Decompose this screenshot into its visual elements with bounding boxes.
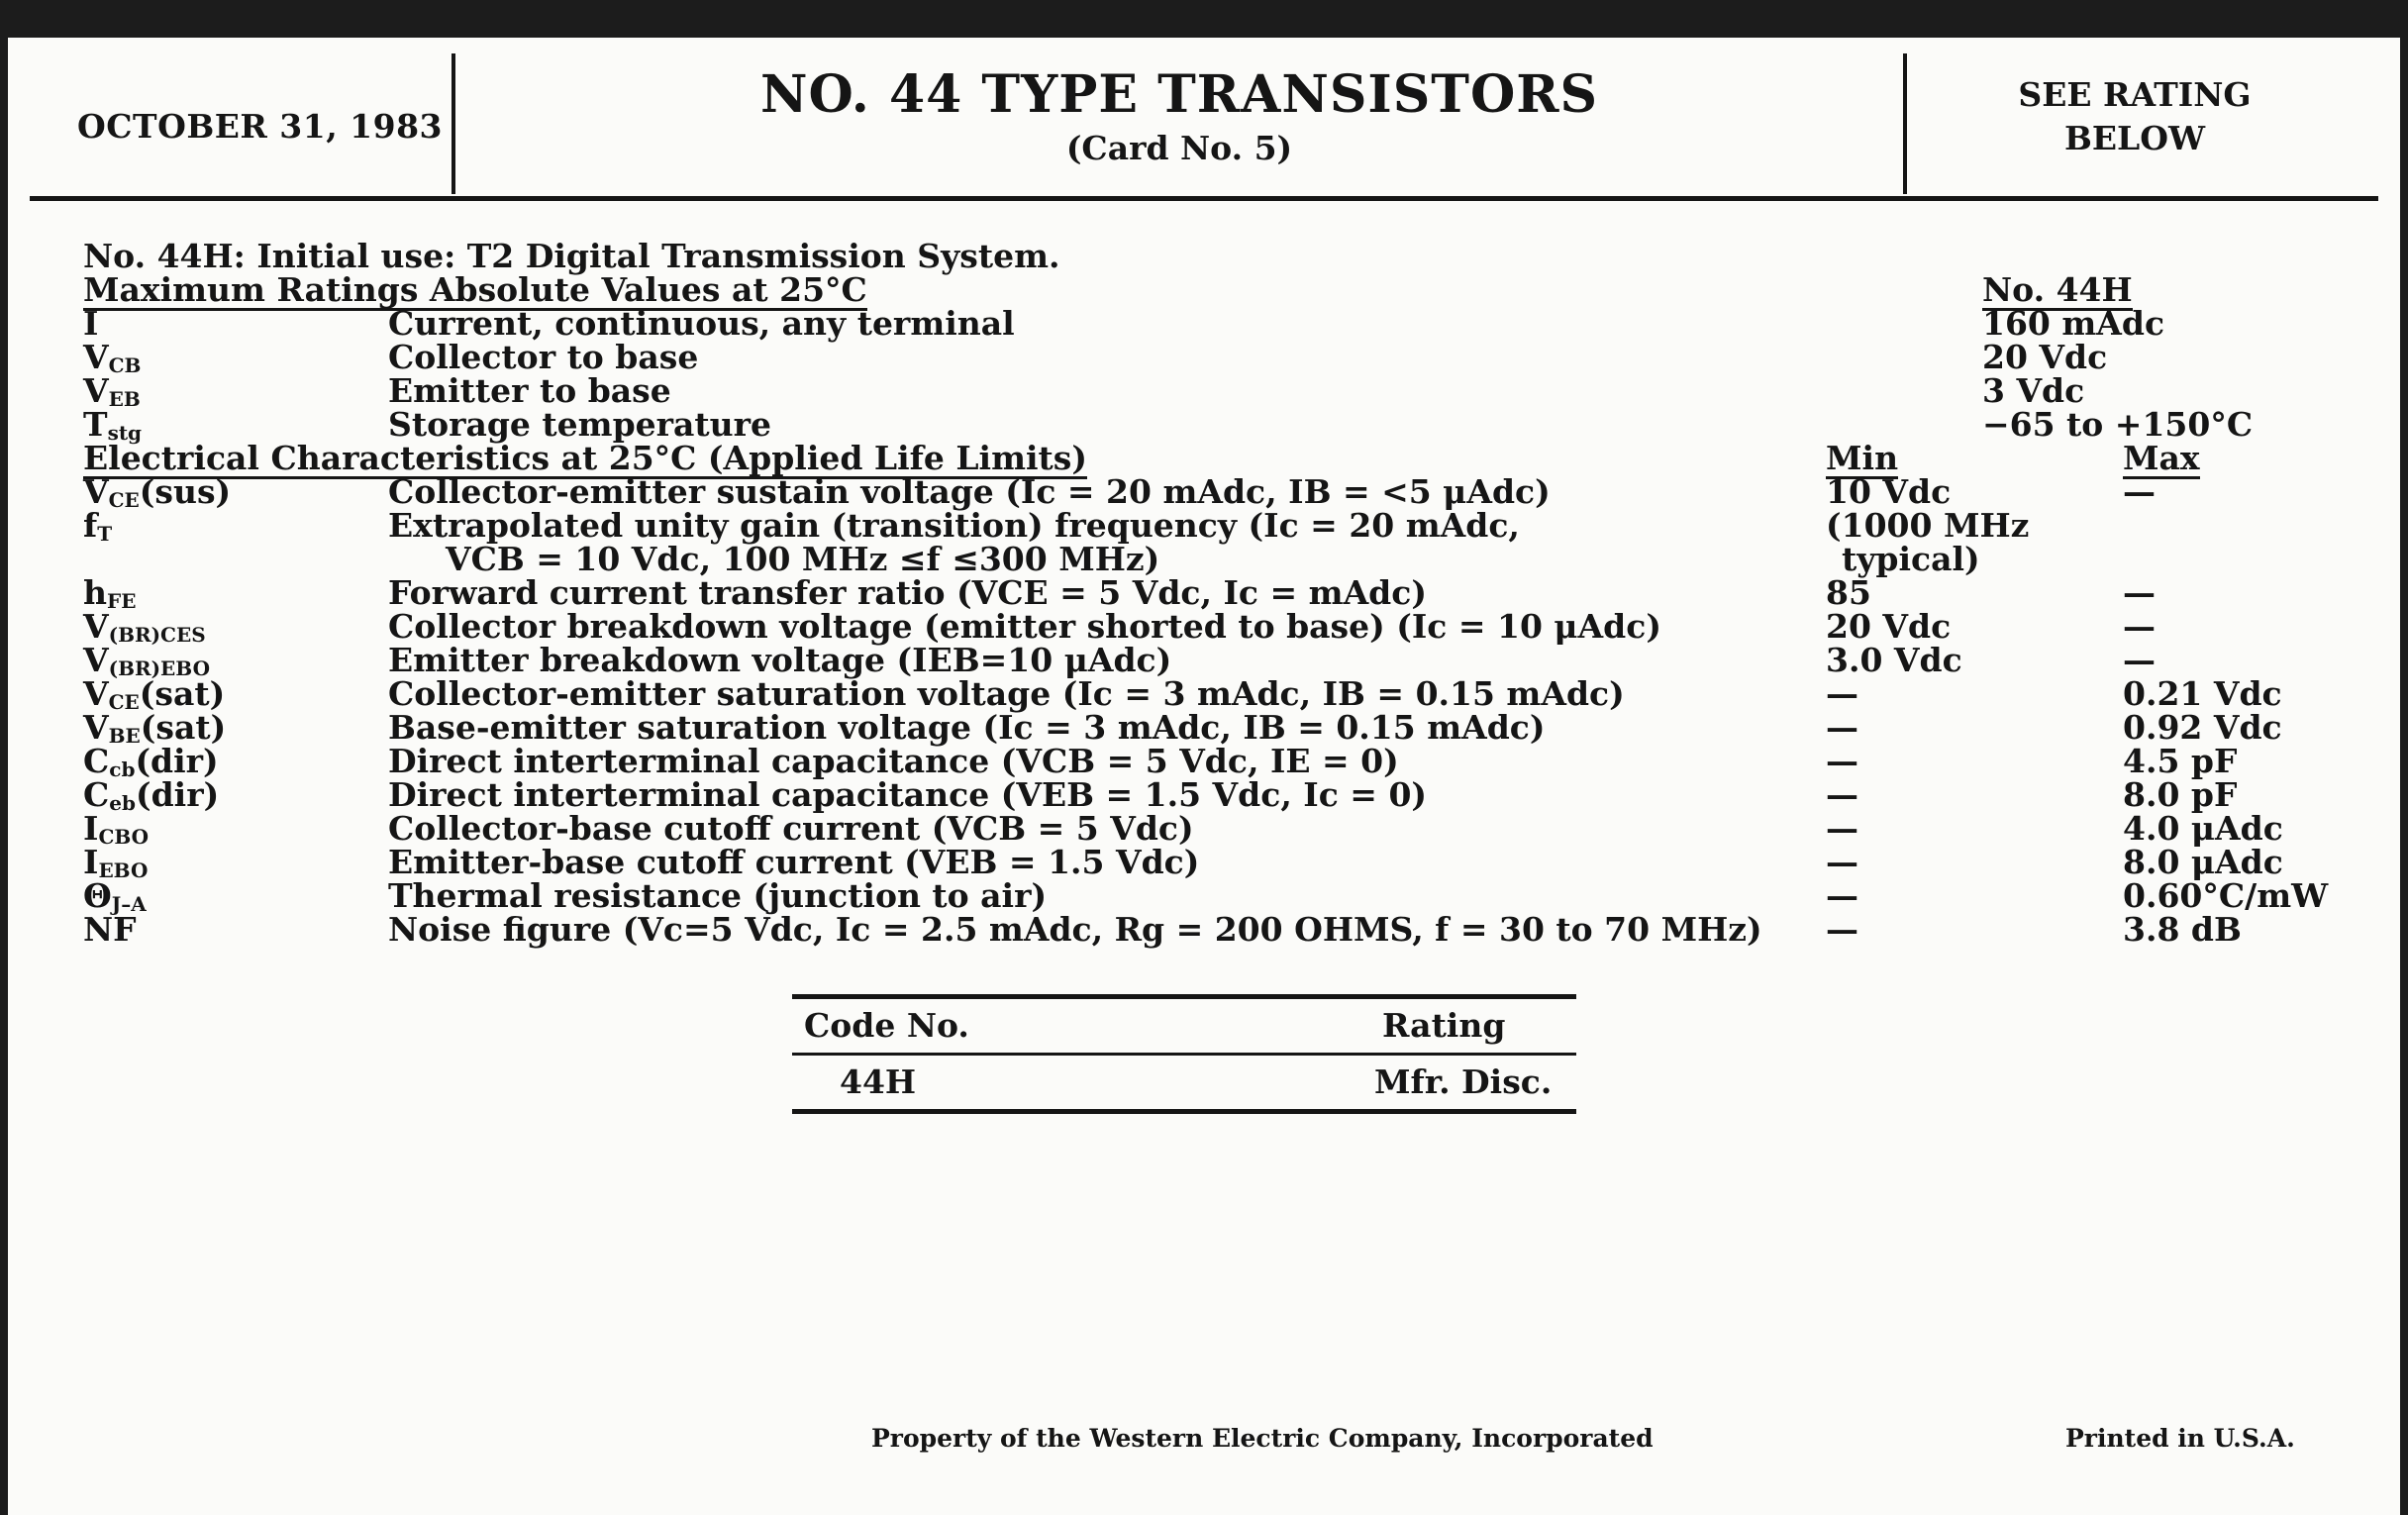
- table-bottom-rule: [792, 1109, 1576, 1114]
- param-symbol: $C_{cb}(dir)$: [83, 742, 219, 781]
- rating-note: [1907, 73, 2362, 160]
- rating-value: 3 Vdc: [1982, 371, 2085, 410]
- card-header: [8, 38, 2400, 198]
- param-min: —: [1826, 742, 1858, 780]
- param-description-continued: VCB = 10 Vdc, 100 MHz ≤f ≤300 MHz): [446, 540, 1160, 578]
- header-title-block: [455, 63, 1903, 170]
- max-ratings-column-heading: No. 44H: [1982, 270, 2133, 309]
- param-symbol: $V_{CE}(sat)$: [83, 674, 226, 714]
- header-rule: [30, 196, 2378, 201]
- param-description: Collector breakdown voltage (emitter shorted to base) (Ic = 10 μAdc): [388, 607, 1661, 646]
- param-min: —: [1826, 775, 1858, 814]
- rating-symbol: $T_{stg}$: [83, 405, 143, 445]
- param-description: Direct interterminal capacitance (VEB = 1.5 Vdc, Ic = 0): [388, 775, 1428, 814]
- rating-description: Current, continuous, any terminal: [388, 304, 1015, 343]
- param-symbol: $V_{CE}(sus)$: [83, 472, 232, 512]
- spec-card: [8, 38, 2400, 1515]
- param-description: Collector-emitter saturation voltage (Ic = 3 mAdc, IB = 0.15 mAdc): [388, 674, 1625, 713]
- param-min: 20 Vdc: [1826, 607, 1952, 646]
- param-description: Emitter breakdown voltage (IEB=10 μAdc): [388, 641, 1172, 679]
- code-rating-table: [792, 994, 1576, 1114]
- param-symbol: $f_T$: [83, 506, 113, 546]
- param-description: Direct interterminal capacitance (VCB = 5 Vdc, IE = 0): [388, 742, 1399, 780]
- property-notice: Property of the Western Electric Company, Incorporated: [871, 1424, 1654, 1453]
- rating-value: −65 to +150°C: [1982, 405, 2254, 444]
- param-symbol: $V_{(BR)EBO}$: [83, 641, 211, 680]
- param-symbol: $C_{eb}(dir)$: [83, 775, 220, 815]
- intro-line: [83, 237, 1060, 275]
- param-max: 0.92 Vdc: [2123, 708, 2282, 747]
- code-column-header: Code No.: [804, 1006, 969, 1045]
- printed-in-notice: Printed in U.S.A.: [2065, 1424, 2295, 1453]
- param-min: —: [1826, 876, 1858, 915]
- rating-symbol: I: [83, 304, 99, 343]
- param-min-continued: typical): [1842, 540, 1980, 578]
- rating-value: 160 mAdc: [1982, 304, 2165, 343]
- rating-cell: Mfr. Disc.: [1374, 1062, 1553, 1101]
- param-min: 10 Vdc: [1826, 472, 1952, 511]
- table-row: [792, 1056, 1576, 1109]
- param-max: 0.60°C/mW: [2123, 876, 2329, 915]
- electrical-heading: Electrical Characteristics at 25°C (Applied Life Limits): [83, 439, 1087, 477]
- param-description: Collector-emitter sustain voltage (Ic = 20 mAdc, IB = <5 μAdc): [388, 472, 1551, 511]
- param-description: Forward current transfer ratio (VCE = 5 Vdc, Ic = mAdc): [388, 573, 1427, 612]
- param-description: Collector-base cutoff current (VCB = 5 Vdc): [388, 809, 1194, 848]
- param-symbol: $V_{BE}(sat)$: [83, 708, 227, 748]
- rating-description: Storage temperature: [388, 405, 772, 444]
- card-number: (Card No. 5): [1065, 129, 1293, 167]
- rating-symbol: $V_{CB}$: [83, 338, 142, 377]
- rating-column-header: Rating: [1382, 1006, 1506, 1045]
- rating-note-line-1: SEE RATING: [2018, 75, 2252, 114]
- param-max: 0.21 Vdc: [2123, 674, 2282, 713]
- max-ratings-heading: Maximum Ratings Absolute Values at 25°C: [83, 270, 867, 309]
- param-min: 85: [1826, 573, 1871, 612]
- param-max: —: [2123, 573, 2156, 612]
- param-description: Thermal resistance (junction to air): [388, 876, 1048, 915]
- min-column-heading: Min: [1826, 439, 1899, 477]
- issue-date: OCTOBER 31, 1983: [77, 107, 444, 146]
- param-min: —: [1826, 843, 1858, 881]
- param-symbol: $\Theta_{J-A}$: [83, 876, 147, 916]
- rating-symbol: $V_{EB}$: [83, 371, 141, 411]
- rating-note-line-2: BELOW: [2063, 119, 2206, 157]
- rating-description: Collector to base: [388, 338, 699, 376]
- param-max: 8.0 pF: [2123, 775, 2238, 814]
- param-max: —: [2123, 607, 2156, 646]
- intro-text: No. 44H: Initial use: T2 Digital Transmission System.: [83, 237, 1060, 275]
- param-min: —: [1826, 809, 1858, 848]
- param-description: Extrapolated unity gain (transition) frequency (Ic = 20 mAdc,: [388, 506, 1520, 545]
- param-symbol: $I_{EBO}$: [83, 843, 149, 882]
- param-max: 3.8 dB: [2123, 910, 2242, 949]
- param-symbol: $h_{FE}$: [83, 573, 137, 613]
- max-column-heading: Max: [2123, 439, 2200, 477]
- table-header-row: [792, 999, 1576, 1053]
- param-min: —: [1826, 910, 1858, 949]
- param-min: 3.0 Vdc: [1826, 641, 1962, 679]
- param-description: Base-emitter saturation voltage (Ic = 3 mAdc, IB = 0.15 mAdc): [388, 708, 1546, 747]
- rating-value: 20 Vdc: [1982, 338, 2108, 376]
- param-symbol: $I_{CBO}$: [83, 809, 150, 849]
- param-max: —: [2123, 472, 2156, 511]
- param-description: Emitter-base cutoff current (VEB = 1.5 Vdc): [388, 843, 1200, 881]
- param-max: 8.0 μAdc: [2123, 843, 2283, 881]
- param-min: —: [1826, 708, 1858, 747]
- rating-description: Emitter to base: [388, 371, 671, 410]
- param-min: (1000 MHz: [1826, 506, 2030, 545]
- param-max: 4.5 pF: [2123, 742, 2238, 780]
- param-max: 4.0 μAdc: [2123, 809, 2283, 848]
- param-max: —: [2123, 641, 2156, 679]
- param-symbol: NF: [83, 910, 137, 949]
- page-title: NO. 44 TYPE TRANSISTORS: [759, 64, 1599, 125]
- code-cell: 44H: [840, 1062, 917, 1101]
- param-description: Noise figure (Vc=5 Vdc, Ic = 2.5 mAdc, Rg = 200 OHMS, f = 30 to 70 MHz): [388, 910, 1762, 949]
- param-symbol: $V_{(BR)CES}$: [83, 607, 206, 647]
- param-min: —: [1826, 674, 1858, 713]
